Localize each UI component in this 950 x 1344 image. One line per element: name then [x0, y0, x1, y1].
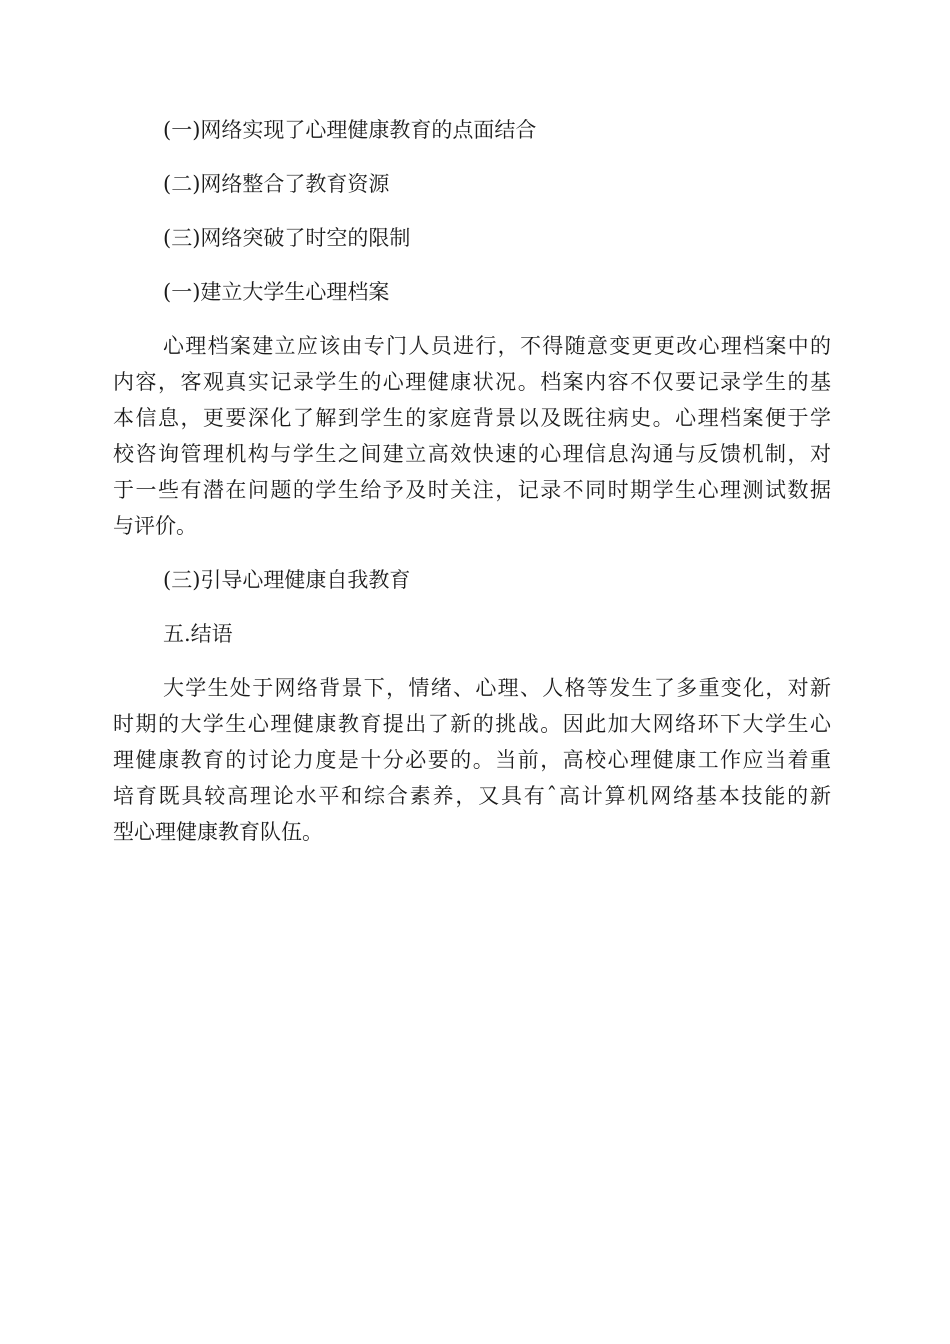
- paragraph-line: 时期的大学生心理健康教育提出了新的挑战。因此加大网络环下大学生心: [113, 712, 831, 736]
- section-heading-time-space: (三)网络突破了时空的限制: [163, 226, 411, 250]
- section-heading-conclusion: 五.结语: [163, 622, 233, 646]
- document-body: [113, 112, 831, 868]
- paragraph-line: 于一些有潜在问题的学生给予及时关注，记录不同时期学生心理测试数据: [113, 478, 831, 502]
- paragraph-line: 大学生处于网络背景下，情绪、心理、人格等发生了多重变化，对新: [163, 676, 831, 700]
- paragraph-line: 培育既具较高理论水平和综合素养，又具有ˆ高计算机网络基本技能的新: [113, 784, 831, 808]
- section-heading-self-education: (三)引导心理健康自我教育: [163, 568, 411, 592]
- paragraph-line: 本信息，更要深化了解到学生的家庭背景以及既往病史。心理档案便于学: [113, 406, 831, 430]
- paragraph-line: 内容，客观真实记录学生的心理健康状况。档案内容不仅要记录学生的基: [113, 370, 831, 394]
- paragraph-line: 心理档案建立应该由专门人员进行，不得随意变更更改心理档案中的: [163, 334, 831, 358]
- paragraph-line: 校咨询管理机构与学生之间建立高效快速的心理信息沟通与反馈机制，对: [113, 442, 831, 466]
- section-heading-network-combination: (一)网络实现了心理健康教育的点面结合: [163, 118, 537, 142]
- section-heading-resource-integration: (二)网络整合了教育资源: [163, 172, 390, 196]
- paragraph-conclusion: [113, 670, 831, 850]
- section-heading-psych-archive: (一)建立大学生心理档案: [163, 280, 390, 304]
- paragraph-line: 与评价。: [113, 514, 197, 538]
- paragraph-line: 型心理健康教育队伍。: [113, 820, 323, 844]
- paragraph-line: 理健康教育的讨论力度是十分必要的。当前，高校心理健康工作应当着重: [113, 748, 831, 772]
- paragraph-psych-archive: [113, 328, 831, 544]
